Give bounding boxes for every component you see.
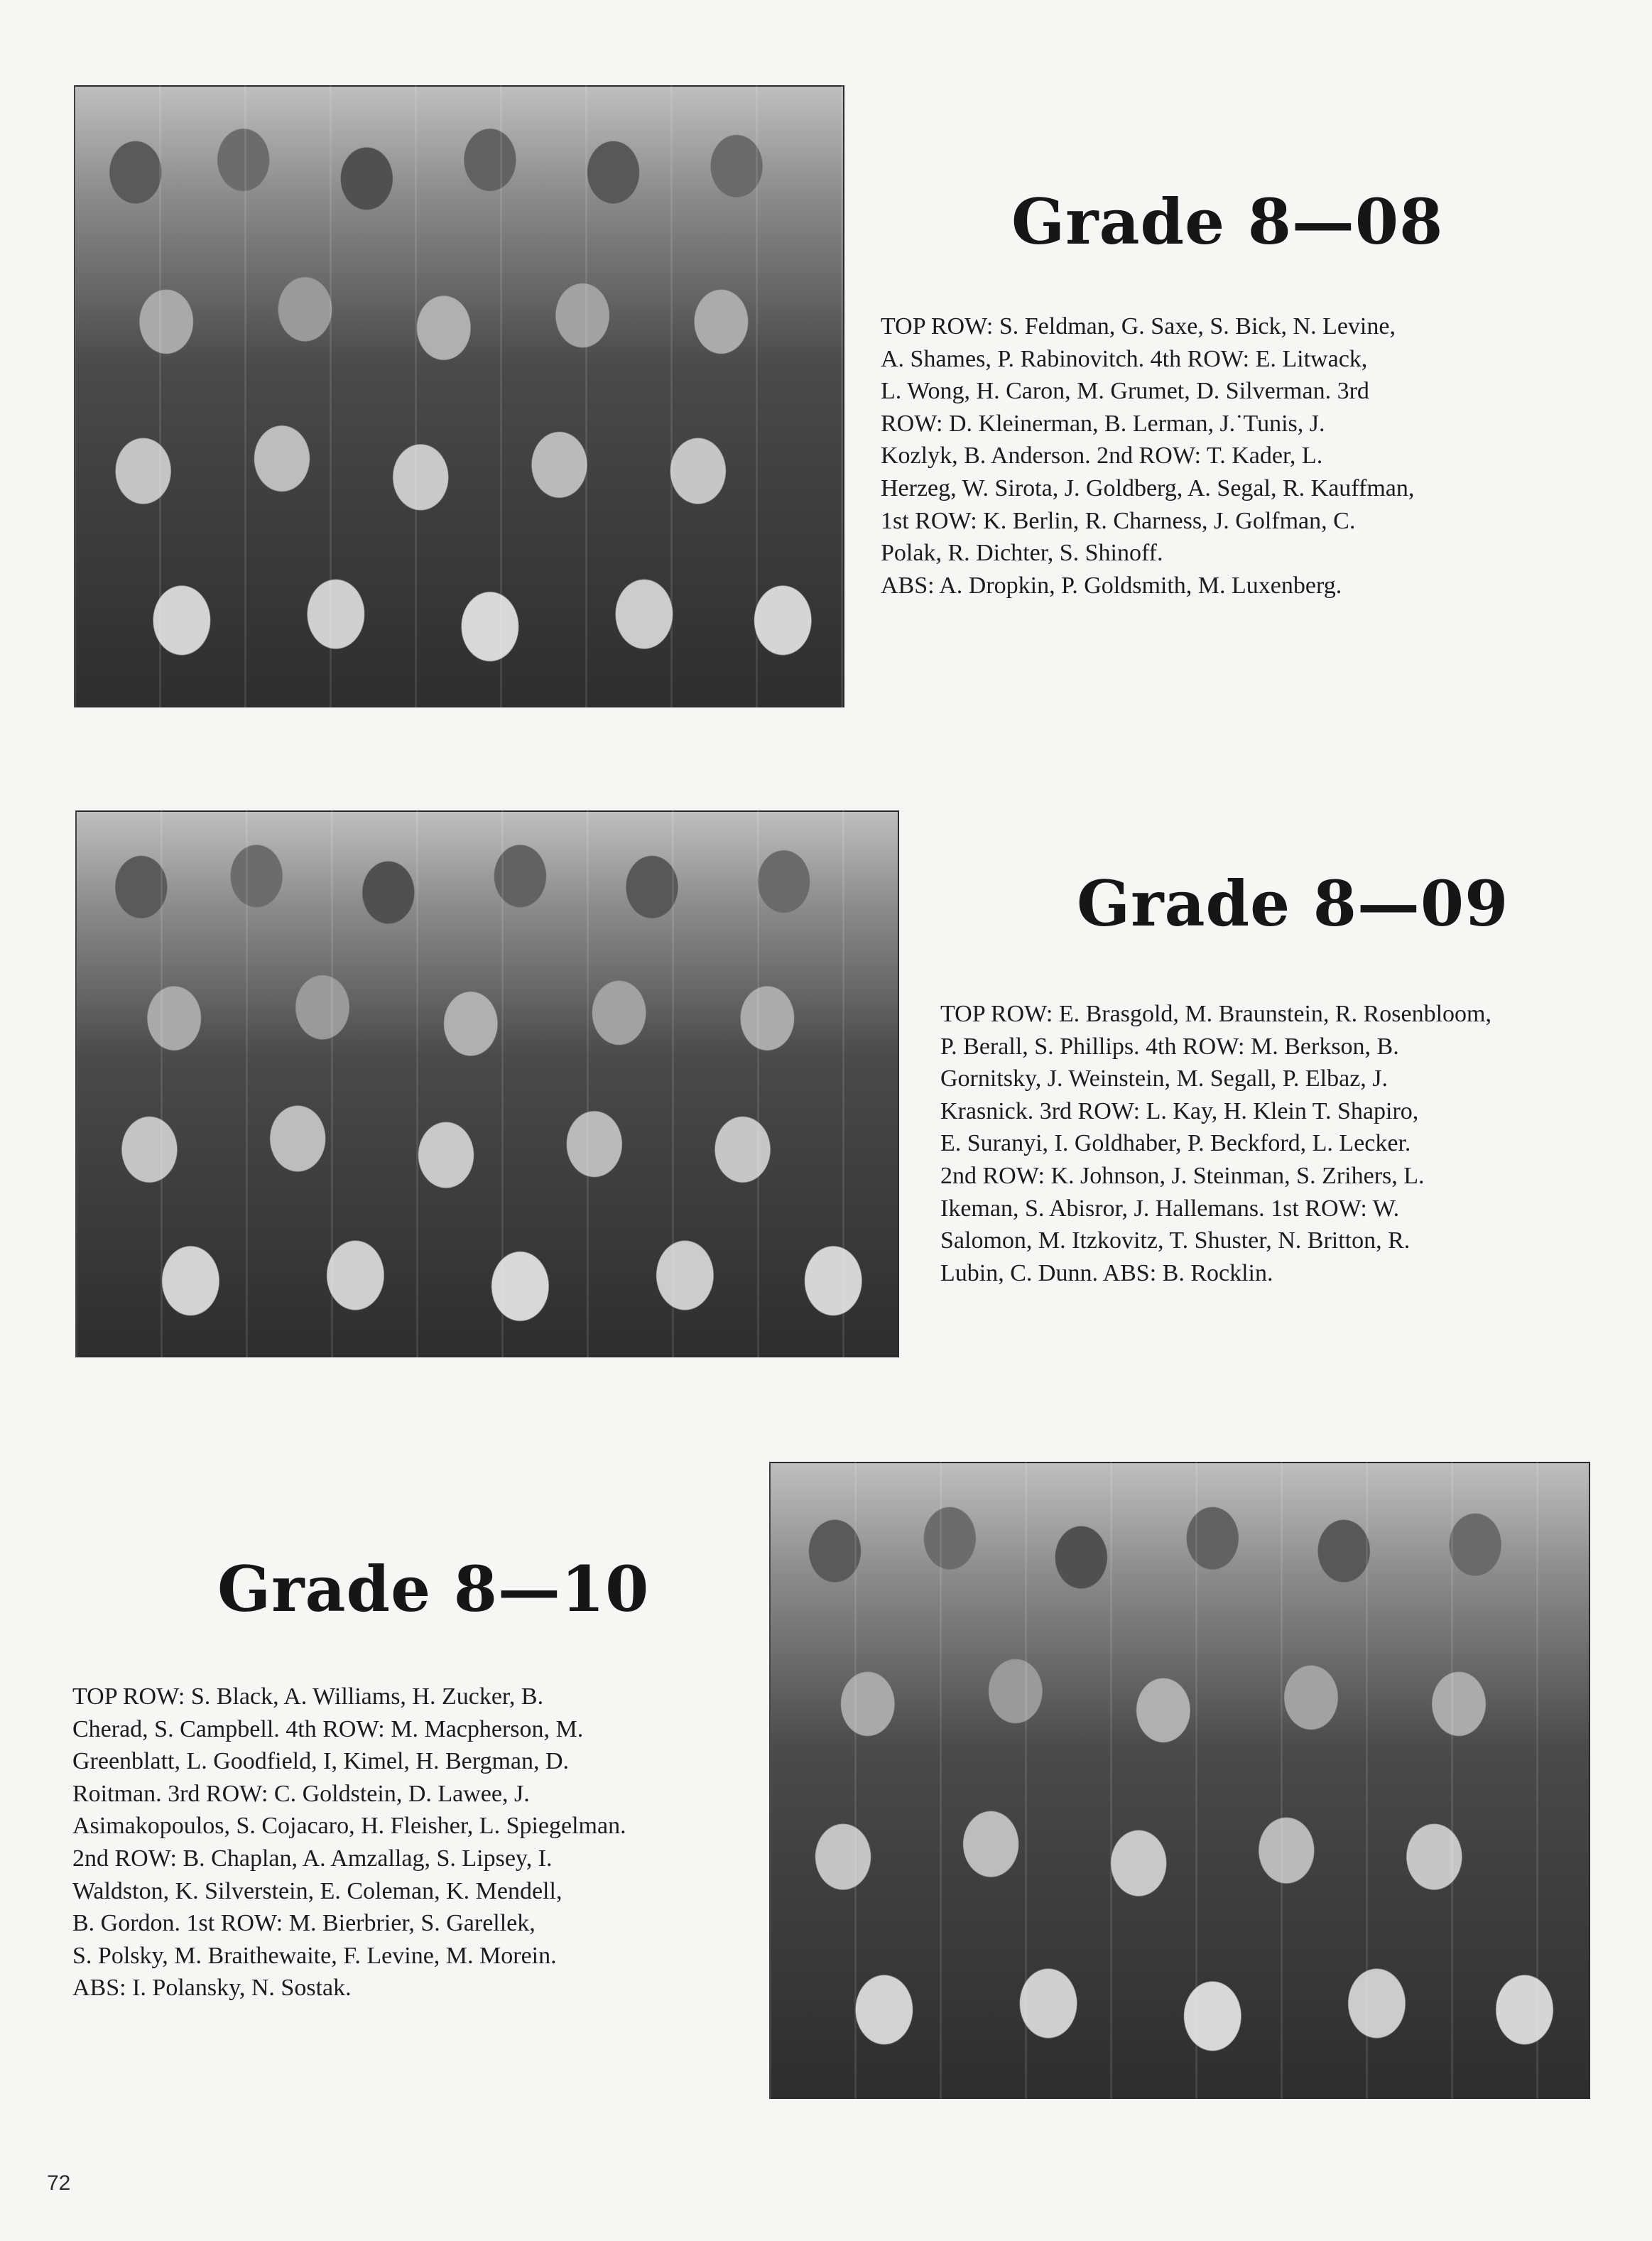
caption-line: Polak, R. Dichter, S. Shinoff. [881,540,1163,567]
section-heading-grade-8-09: Grade 8—09 [1077,867,1509,940]
caption-line: 2nd ROW: B. Chaplan, A. Amzallag, S. Lipsey, I. [72,1845,553,1872]
caption-line: Kozlyk, B. Anderson. 2nd ROW: T. Kader, L. [881,443,1323,470]
caption-line: Ikeman, S. Abisror, J. Hallemans. 1st ROW: W. [940,1195,1400,1222]
section-heading-grade-8-10: Grade 8—10 [217,1552,650,1626]
caption-line: 2nd ROW: K. Johnson, J. Steinman, S. Zrihers, L. [940,1162,1425,1189]
caption-line: TOP ROW: S. Black, A. Williams, H. Zucker, B. [72,1683,544,1710]
caption-line: TOP ROW: S. Feldman, G. Saxe, S. Bick, N. Levine, [881,313,1396,340]
caption-line: TOP ROW: E. Brasgold, M. Braunstein, R. Rosenbloom, [940,1001,1492,1027]
caption-line: L. Wong, H. Caron, M. Grumet, D. Silverman. 3rd [881,378,1369,405]
caption-line: ROW: D. Kleinerman, B. Lerman, J.˙Tunis, J. [881,410,1325,437]
caption-line: ABS: I. Polansky, N. Sostak. [72,1975,352,2002]
page-number: 72 [47,2171,71,2195]
class-photo-grade-8-09 [75,810,899,1357]
caption-line: Salomon, M. Itzkovitz, T. Shuster, N. Britton, R. [940,1227,1411,1254]
caption-line: P. Berall, S. Phillips. 4th ROW: M. Berkson, B. [940,1033,1399,1060]
caption-grade-8-08 [881,310,1414,602]
caption-line: ABS: A. Dropkin, P. Goldsmith, M. Luxenberg. [881,572,1342,599]
caption-line: Waldston, K. Silverstein, E. Coleman, K. Mendell, [72,1877,563,1904]
caption-line: 1st ROW: K. Berlin, R. Charness, J. Golfman, C. [881,507,1356,534]
caption-line: Lubin, C. Dunn. ABS: B. Rocklin. [940,1259,1273,1286]
section-heading-grade-8-08: Grade 8—08 [1011,185,1444,259]
caption-line: Gornitsky, J. Weinstein, M. Segall, P. Elbaz, J. [940,1065,1389,1092]
caption-line: Herzeg, W. Sirota, J. Goldberg, A. Segal, R. Kauffman, [881,474,1415,501]
caption-grade-8-10 [72,1681,626,2004]
caption-line: S. Polsky, M. Braithewaite, F. Levine, M. Morein. [72,1942,557,1969]
caption-line: A. Shames, P. Rabinovitch. 4th ROW: E. Litwack, [881,345,1368,372]
caption-line: Roitman. 3rd ROW: C. Goldstein, D. Lawee, J. [72,1780,530,1807]
class-photo-grade-8-10 [769,1462,1590,2099]
caption-line: Asimakopoulos, S. Cojacaro, H. Fleisher, L. Spiegelman. [72,1813,626,1840]
class-photo-grade-8-08 [74,85,844,707]
caption-line: Krasnick. 3rd ROW: L. Kay, H. Klein T. Shapiro, [940,1097,1419,1124]
caption-line: Cherad, S. Campbell. 4th ROW: M. Macpherson, M. [72,1715,584,1742]
caption-line: B. Gordon. 1st ROW: M. Bierbrier, S. Garellek, [72,1910,536,1937]
caption-grade-8-09 [940,998,1491,1289]
caption-line: Greenblatt, L. Goodfield, I, Kimel, H. Bergman, D. [72,1748,570,1775]
caption-line: E. Suranyi, I. Goldhaber, P. Beckford, L. Lecker. [940,1130,1411,1157]
